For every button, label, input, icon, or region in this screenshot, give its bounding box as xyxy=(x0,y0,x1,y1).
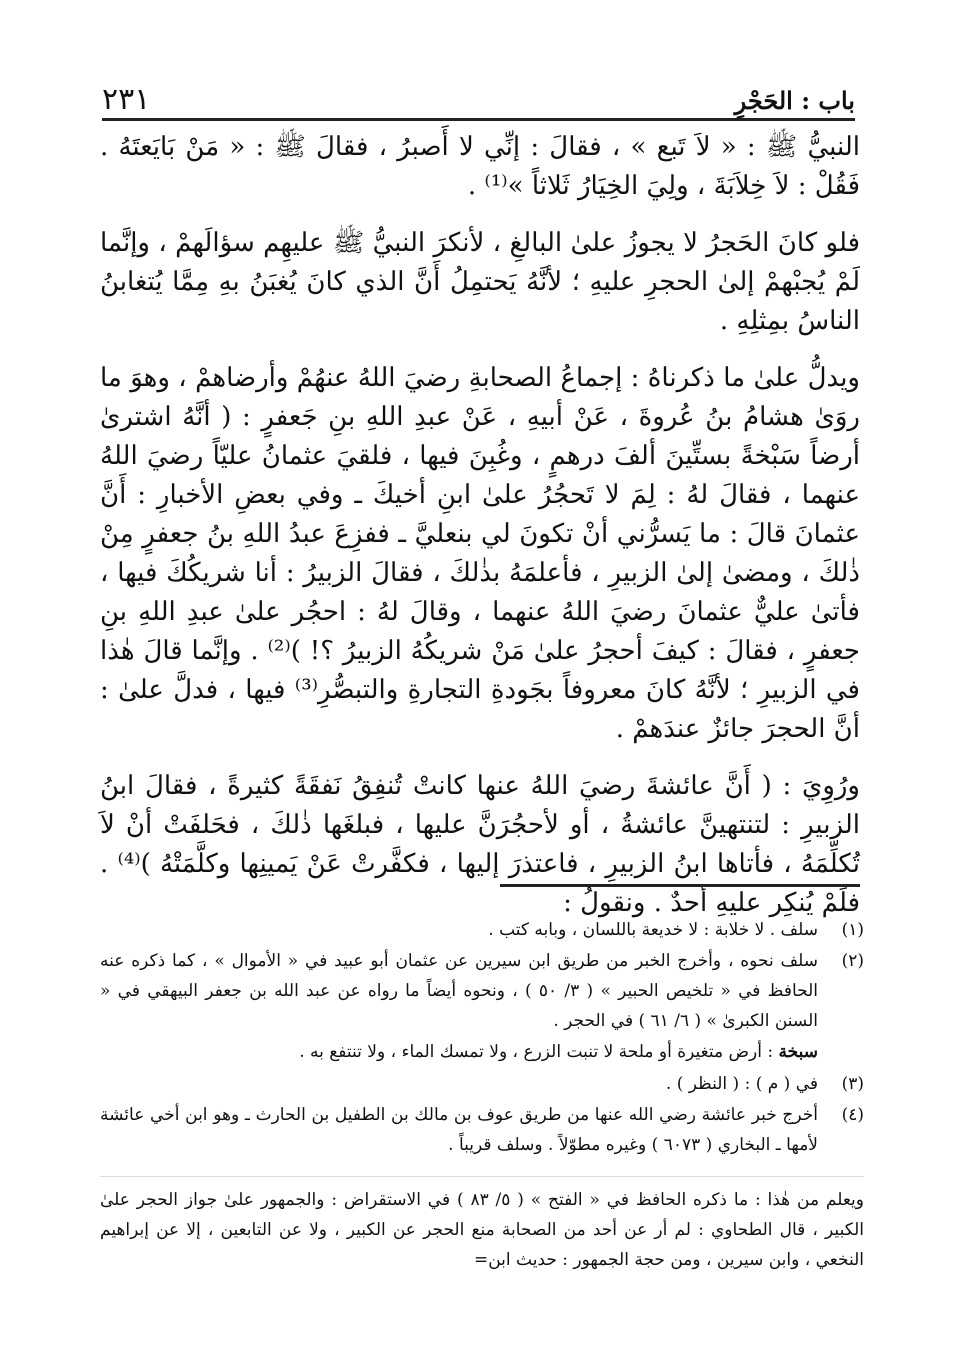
footnote-text: سلف . لا خلابة : لا خديعة باللسان ، وبابه كتب . xyxy=(488,920,818,940)
paragraph: ورُوِيَ : ( أَنَّ عائشةَ رضيَ اللهُ عنها كانتْ تُنفِقُ نَفقَةً كثيرةً ، فقالَ ابنُ الزبيرِ : لتنتهينَّ عائشةُ ، أو لأحجُرَنَّ عليها ، فبلغَها ذٰلكَ ، فحَلفَتْ أنْ لاَ تُكلِّمَهُ ، فأتاها ابنُ الزبيرِ ، فاعتذرَ إليها ، فكفَّرتْ عَنْ يَمينِها وكلَّمَتْهُ )⁽⁴⁾ . فلَمْ يُنكِر عليهِ أحدٌ . ونقولُ : xyxy=(100,771,860,918)
paragraph: النبيُّ ﷺ : « لاَ تَبع » ، فقالَ : إنِّي لا أَصبرُ ، فقالَ ﷺ : « مَنْ بَايَعتَهُ . فَقُلْ : لاَ خِلاَبَةَ ، ولِيَ الخِيَارُ ثَلاثاً »⁽¹⁾ . xyxy=(100,132,860,201)
footnote-number: (١) xyxy=(841,920,864,940)
footnotes xyxy=(100,915,864,1275)
page-header xyxy=(102,82,855,121)
footnote-continuation: ويعلم من هٰذا : ما ذكره الحافظ في « الفتح » ( ٥/ ٨٣ ) في الاستقراض : والجمهور علىٰ جواز الحجر علىٰ الكبير ، قال الطحاوي : لم أر عن أحد من الصحابة منع الحجر عن الكبير ، ولا عن التابعين ، إلا عن إبراهيم النخعي ، وابن سيرين ، ومن حجة الجمهور : حديث ابن= xyxy=(100,1176,864,1275)
footnote-number: (٤) xyxy=(841,1105,864,1125)
footnote xyxy=(100,1100,864,1160)
chapter-title: باب : الحَجْرِ xyxy=(734,86,855,115)
footnote-number: (٢) xyxy=(841,951,864,971)
gloss-term: سبخة xyxy=(778,1042,818,1062)
footnote xyxy=(100,946,864,1036)
footnote-text: في ( م ) : ( النظر ) . xyxy=(665,1074,818,1094)
footnote xyxy=(100,1069,864,1099)
footnote-number: (٣) xyxy=(841,1074,864,1094)
main-text xyxy=(100,128,860,941)
footnote-text: سلف نحوه ، وأخرج الخبر من طريق ابن سيرين عن عثمان أبو عبيد في « الأموال » ، كما ذكره عنه الحافظ في « تلخيص الحبير » ( ٣/ ٥٠ ) ، ونحوه أيضاً ما رواه عن عبد الله بن جعفر البيهقي في « السنن الكبرىٰ » ( ٦/ ٦١ ) في الحجر . xyxy=(100,951,818,1031)
page-number: ٢٣١ xyxy=(102,82,151,117)
footnote-gloss xyxy=(100,1037,818,1067)
paragraph: ويدلُّ علىٰ ما ذكرناهُ : إجماعُ الصحابةِ رضيَ اللهُ عنهُمْ وأرضاهمْ ، وهوَ ما روَىٰ هشامُ بنُ عُروةَ ، عَنْ أبيهِ ، عَنْ عبدِ اللهِ بنِ جَعفرٍ : ( أنَّهُ اشترىٰ أرضاً سَبْخةً بستِّينَ ألفَ درهمٍ ، وغُبِنَ فيها ، فلقيَ عثمانُ عليّاً رضيَ اللهُ عنهما ، فقالَ لهُ : لِمَ لا تَحجُرُ علىٰ ابنِ أخيكَ ـ وفي بعضِ الأخبارِ : أَنَّ عثمانَ قالَ : ما يَسرُّني أنْ تكونَ لي بنعليَّ ـ ففزِعَ عبدُ اللهِ بنُ جعفرٍ مِنْ ذٰلكَ ، ومضىٰ إلىٰ الزبيرِ ، فأعلمَهُ بذٰلكَ ، فقالَ الزبيرُ : أنا شريكُكَ فيها ، فأتىٰ عليٌّ عثمانَ رضيَ اللهُ عنهما ، وقالَ لهُ : احجُر علىٰ عبدِ اللهِ بنِ جعفرٍ ، فقالَ : كيفَ أحجرُ علىٰ مَنْ شريكُهُ الزبيرُ ؟! )⁽²⁾ . وإنَّما قالَ هٰذا في الزبيرِ ؛ لأنَّهُ كانَ معروفاً بجَودةِ التجارةِ والتبصُّرِ⁽³⁾ فيها ، فدلَّ علىٰ : أنَّ الحجرَ جائزٌ عندَهمْ . xyxy=(100,363,860,744)
footnote-separator xyxy=(500,884,860,887)
paragraph: فلو كانَ الحَجرُ لا يجوزُ علىٰ البالغِ ، لأنكرَ النبيُّ ﷺ عليهِم سؤالَهمْ ، وإنَّما لَمْ يُجبْهمْ إلىٰ الحجرِ عليهِ ؛ لأنَّهُ يَحتمِلُ أَنَّ الذي كانَ يُغبَنُ بهِ مِمَّا يُتغابنُ الناسُ بمِثلِهِ . xyxy=(100,228,861,336)
footnote xyxy=(100,915,864,945)
footnote-text: أخرج خبر عائشة رضي الله عنها من طريق عوف بن مالك بن الطفيل بن الحارث ـ وهو ابن أخي عائشة لأمها ـ البخاري ( ٦٠٧٣ ) وغيره مطوّلاً . وسلف قريباً . xyxy=(100,1105,818,1155)
gloss-definition: : أرض متغيرة أو ملحة لا تنبت الزرع ، ولا تمسك الماء ، ولا تنتفع به . xyxy=(299,1042,779,1062)
